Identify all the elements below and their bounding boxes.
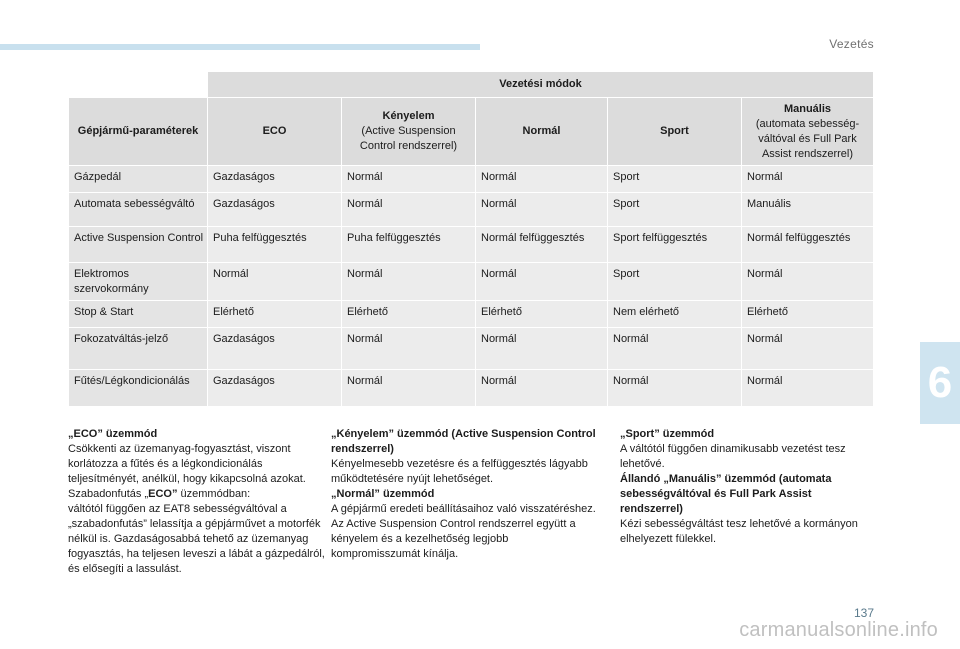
value-cell: Normál: [476, 263, 608, 301]
chapter-number: 6: [927, 358, 953, 407]
value-cell: Elérhető: [208, 301, 342, 328]
text-column-comfort-normal: [331, 427, 596, 562]
header-manual-label: Manuális: [783, 102, 832, 115]
value-cell: Normál felfüggesztés: [476, 227, 608, 263]
value-cell: Gazdaságos: [208, 370, 342, 407]
table-row: [69, 227, 874, 263]
table-header-row: [69, 98, 874, 166]
eco-mode-description: Csökkenti az üzemanyag-fogyasztást, viszont korlátozza a fűtés és a légkondicionálás teljesítményét, anélkül, hogy kikapcsolná azokat.: [68, 443, 306, 485]
value-cell: Normál felfüggesztés: [742, 227, 874, 263]
table-row: [69, 370, 874, 407]
value-cell: Gazdaságos: [208, 166, 342, 193]
value-cell: Normál: [608, 370, 742, 407]
header-normal-label: Normál: [522, 125, 561, 137]
param-cell: Fokozatváltás-jelző: [69, 328, 208, 370]
param-cell: Elektromos szervokormány: [69, 263, 208, 301]
value-cell: Normál: [342, 370, 476, 407]
value-cell: Normál: [476, 166, 608, 193]
value-cell: Gazdaságos: [208, 193, 342, 227]
table-row: [69, 301, 874, 328]
driving-modes-table: [68, 71, 874, 407]
value-cell: Sport: [608, 193, 742, 227]
header-comfort-label: Kényelem: [382, 110, 435, 122]
value-cell: Sport: [608, 263, 742, 301]
value-cell: Puha felfüggesztés: [208, 227, 342, 263]
param-cell: Automata sebességváltó: [69, 193, 208, 227]
table-row: [69, 263, 874, 301]
normal-mode-heading: „Normál” üzemmód: [331, 488, 435, 500]
top-accent-bar: [0, 44, 480, 50]
text-column-eco: [68, 427, 330, 577]
param-cell: Gázpedál: [69, 166, 208, 193]
comfort-mode-description: Kényelmesebb vezetésre és a felfüggesztés lágyabb működtetésére nyújt lehetőséget.: [331, 458, 588, 485]
value-cell: Elérhető: [742, 301, 874, 328]
value-cell: Normál: [476, 370, 608, 407]
table-row: [69, 193, 874, 227]
header-manual-note: (automata sebesség-váltóval és Full Park Assist rendszerrel): [755, 117, 860, 160]
value-cell: Normál: [208, 263, 342, 301]
value-cell: Sport: [608, 166, 742, 193]
normal-mode-description-2: Az Active Suspension Control rendszerrel együtt a kényelem és a kezelhetőség legjobb kompromisszumát kínálja.: [331, 518, 576, 560]
value-cell: Elérhető: [342, 301, 476, 328]
header-sport-label: Sport: [660, 125, 689, 137]
table-corner-cell: [69, 72, 208, 98]
header-normal: [476, 98, 608, 166]
freewheel-description: váltótól függően az EAT8 sebességváltóval a „szabadonfutás” lelassítja a gépjárművet a motorfék nélkül is. Gazdaságosabbá tehető az üzemanyag fogyasztás, ha teljesen leveszi a lábát a gázpedálról, és elősegíti a lassulást.: [68, 503, 325, 575]
table-row: [69, 166, 874, 193]
value-cell: Puha felfüggesztés: [342, 227, 476, 263]
header-comfort-note: (Active Suspension Control rendszerrel): [359, 125, 458, 152]
normal-mode-description: A gépjármű eredeti beállításaihoz való visszatéréshez.: [331, 503, 596, 515]
manual-mode-description: Kézi sebességváltást tesz lehetővé a kormányon elhelyezett fülekkel.: [620, 518, 858, 545]
value-cell: Normál: [342, 263, 476, 301]
value-cell: Normál: [608, 328, 742, 370]
header-eco: [208, 98, 342, 166]
freewheel-prefix: Szabadonfutás „: [68, 488, 149, 500]
chapter-tab: [920, 342, 960, 424]
page-number: 137: [853, 606, 874, 620]
value-cell: Normál: [476, 193, 608, 227]
param-cell: Fűtés/Légkondicionálás: [69, 370, 208, 407]
comfort-mode-heading: „Kényelem” üzemmód (Active Suspension Control rendszerrel): [331, 428, 596, 455]
header-eco-label: ECO: [262, 125, 287, 137]
text-column-sport-manual: [620, 427, 875, 547]
value-cell: Normál: [342, 328, 476, 370]
header-sport: [608, 98, 742, 166]
value-cell: Gazdaságos: [208, 328, 342, 370]
table-group-header-row: [69, 72, 874, 98]
eco-mode-heading: „ECO” üzemmód: [68, 428, 158, 440]
value-cell: Elérhető: [476, 301, 608, 328]
freewheel-suffix: üzemmódban:: [177, 488, 251, 500]
value-cell: Normál: [342, 166, 476, 193]
table-row: [69, 328, 874, 370]
manual-mode-heading: Állandó „Manuális” üzemmód (automata sebességváltóval és Full Park Assist rendszerrel): [620, 473, 832, 515]
watermark: carmanualsonline.info: [739, 619, 938, 641]
value-cell: Normál: [742, 166, 874, 193]
value-cell: Sport felfüggesztés: [608, 227, 742, 263]
value-cell: Nem elérhető: [608, 301, 742, 328]
section-title: Vezetés: [829, 37, 874, 51]
value-cell: Normál: [476, 328, 608, 370]
sport-mode-description: A váltótól függően dinamikusabb vezetést tesz lehetővé.: [620, 443, 846, 470]
value-cell: Normál: [342, 193, 476, 227]
freewheel-intro: [68, 487, 330, 502]
header-vehicle-params: [69, 98, 208, 166]
value-cell: Normál: [742, 328, 874, 370]
param-cell: Stop & Start: [69, 301, 208, 328]
header-vehicle-params-label: Gépjármű-paraméterek: [77, 125, 199, 137]
header-comfort: [342, 98, 476, 166]
param-cell: Active Suspension Control: [69, 227, 208, 263]
group-header-driving-modes: Vezetési módok: [208, 72, 874, 98]
header-manual: [742, 98, 874, 166]
value-cell: Manuális: [742, 193, 874, 227]
value-cell: Normál: [742, 263, 874, 301]
sport-mode-heading: „Sport” üzemmód: [620, 428, 715, 440]
freewheel-eco-term: ECO”: [148, 488, 178, 500]
value-cell: Normál: [742, 370, 874, 407]
